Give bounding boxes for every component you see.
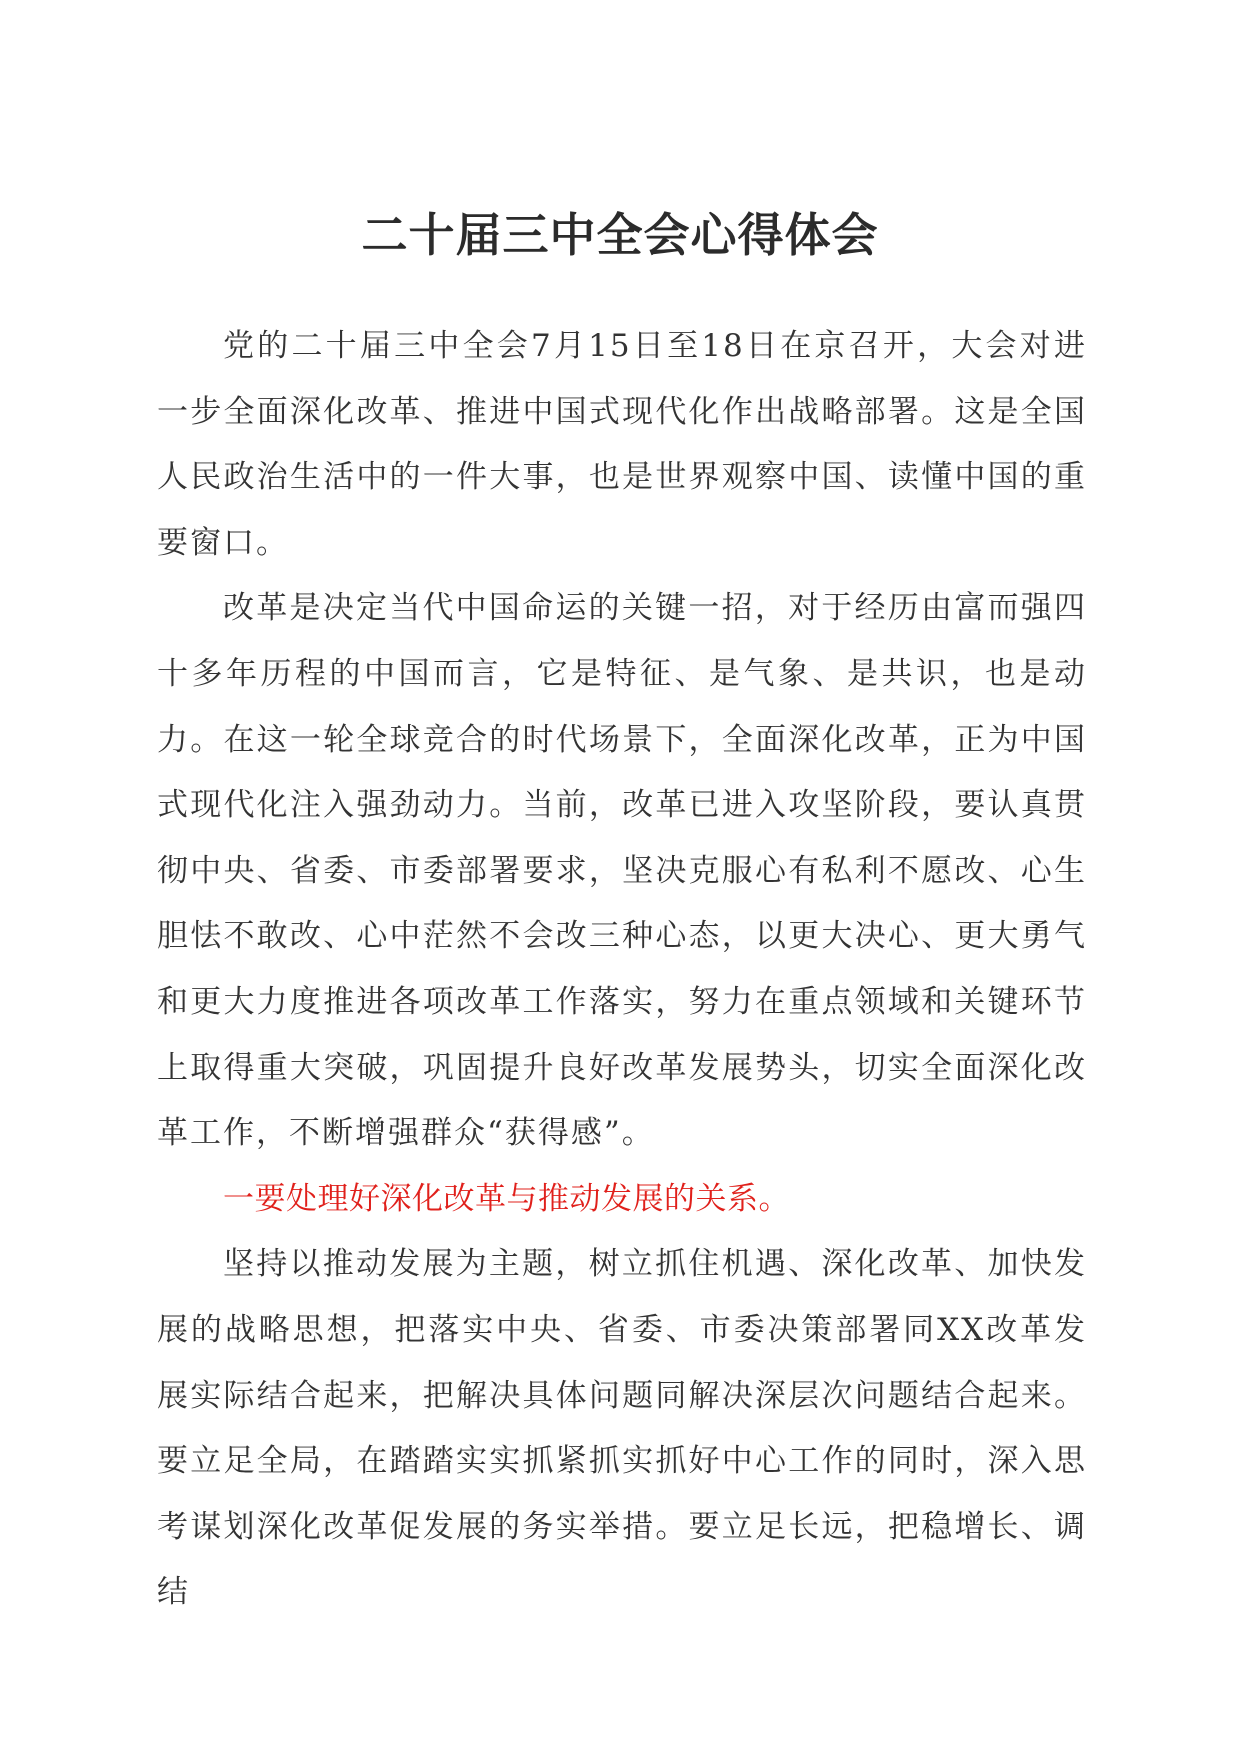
- paragraph-3: 坚持以推动发展为主题，树立抓住机遇、深化改革、加快发展的战略思想，把落实中央、省委、市委决策部署同XX改革发展实际结合起来，把解决具体问题同解决深层次问题结合起来。要立足全局，在踏踏实实抓紧抓实抓好中心工作的同时，深入思考谋划深化改革促发展的务实举措。要立足长远，把稳增长、调结: [157, 1246, 1087, 1611]
- document-body: [157, 314, 1087, 1626]
- paragraph-2: 改革是决定当代中国命运的关键一招，对于经历由富而强四十多年历程的中国而言，它是特征、是气象、是共识，也是动力。在这一轮全球竞合的时代场景下，全面深化改革，正为中国式现代化注入强劲动力。当前，改革已进入攻坚阶段，要认真贯彻中央、省委、市委部署要求，坚决克服心有私利不愿改、心生胆怯不敢改、心中茫然不会改三种心态，以更大决心、更大勇气和更大力度推进各项改革工作落实，努力在重点领域和关键环节上取得重大突破，巩固提升良好改革发展势头，切实全面深化改革工作，不断增强群众“获得感”。: [157, 590, 1087, 1152]
- paragraph-1: 党的二十届三中全会7月15日至18日在京召开，大会对进一步全面深化改革、推进中国式现代化作出战略部署。这是全国人民政治生活中的一件大事，也是世界观察中国、读懂中国的重要窗口。: [157, 328, 1087, 561]
- document-title: 二十届三中全会心得体会: [361, 208, 879, 262]
- section-heading-1: 一要处理好深化改革与推动发展的关系。: [223, 1180, 790, 1217]
